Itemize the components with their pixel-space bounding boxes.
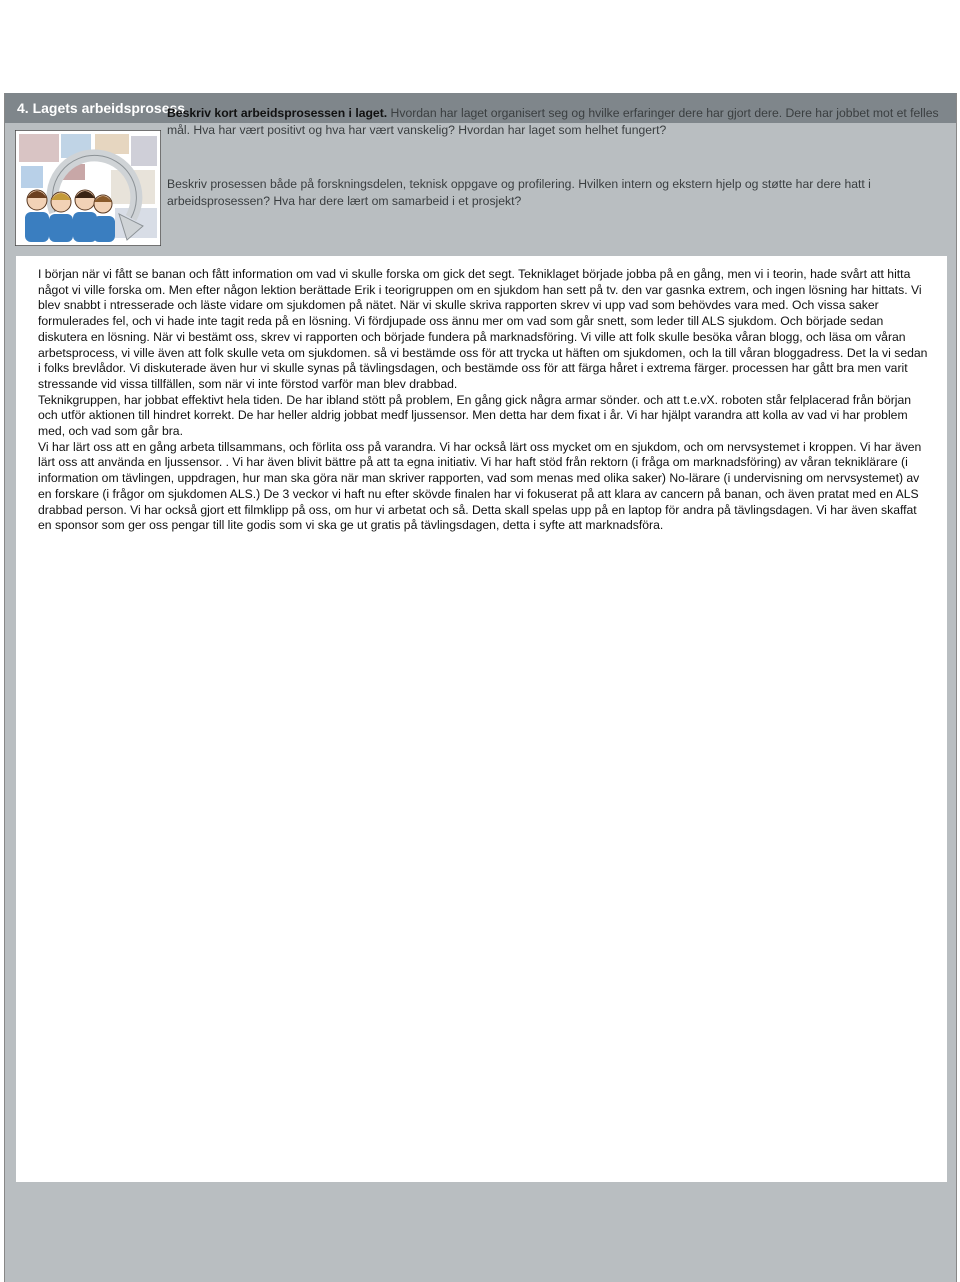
section-panel	[4, 93, 957, 1282]
prompt-text-1: Hvordan har laget organisert seg og hvilke erfaringer dere har gjort dere. Dere har jobbet mot et felles mål. Hva har vært positivt og hva har vært vanskelig? Hvordan har laget som helhet fungert?	[167, 106, 939, 137]
answer-textarea[interactable]	[16, 256, 947, 1182]
answer-text: I början när vi fått se banan och fått information om vad vi skulle forska om gick det segt. Tekniklaget började jobba på en gång, men vi i teorin, hade svårt att hitta något vi ville forska om. Men efter någon lektion berättade Erik i teorigruppen om en sjukdom han sett på tv. den var gasnka extrem, och ingen lösning har hittats. Vi blev snabbt i ntresserade och läste vidare om sjukdomen på nätet. När vi skulle skriva rapporten skrev vi upp vad som behövdes vara med. Och vissa saker formulerades fel, och vi hade inte tagit reda på en lösning. Vi fördjupade oss ännu mer om vad som går snett, som leder till ALS sjukdom. Och började sedan diskutera en lösning. När vi bestämt oss, skrev vi rapporten och började fundera på marknadsföring. Vi ville att folk skulle besöka våran blogg, och läsa om våran arbetsprocess, vi ville även att folk skulle veta om sjukdomen. så vi bestämde oss för att trycka ut häften om sjukdomen, och la till våran bloggadress. Det la vi sedan i folks brevlådor. Vi diskuterade även hur vi skulle synas på tävlingsdagen, och bestämde oss för att färga håret i extrema färger. processen har gått bra men varit stressande vid vissa tillfällen, som när vi inte förstod varför man blev drabbad. Teknikgruppen, har jobbat effektivt hela tiden. De har ibland stött på problem, En gång gick några armar sönder. och att t.e.vX. roboten står felplacerad från början och utför aktionen till hindret korrekt. De har heller aldrig jobbat medf ljussensor. Men detta har dem fixat i år. Vi har hjälpt varandra att kolla av vad vi har problem med, och vad som går bra. Vi har lärt oss att en gång arbeta tillsammans, och förlita oss på varandra. Vi har också lärt oss mycket om en sjukdom, och om nervsystemet i kroppen. Vi har även lärt oss att använda en ljussensor. . Vi har även blivit bättre på att ta egna initiativ. Vi har haft stöd från rektorn (i fråga om marknadsföring) av våran tekniklärare (i information om tävlingen, uppdragen, hur man ska göra när man skriver rapporten, vad som menas med olika saker) No-lärare (i undervisning om nervsystemet) av en forskare (i frågor om sjukdomen ALS.) De 3 veckor vi haft nu efter skövde finalen har vi fokuserat på att klara av cancern på banan, och även pratat med en ALS drabbad person. Vi har också gjort ett filmklipp på oss, om hur vi arbetat och så. Detta skall spelas upp på en laptop för andra på tävlingsdagen. Vi har även skaffat en sponsor som ger oss pengar till lite godis som vi ska ge ut gratis på tävlingsdagen, detta i syfte att marknadsföra.	[38, 267, 928, 533]
prompt-bold-lead: Beskriv kort arbeidsprosessen i laget.	[167, 106, 388, 120]
prompt-paragraph-1	[167, 105, 947, 139]
team-illustration-image	[15, 130, 161, 246]
prompt-paragraph-2: Beskriv prosessen både på forskningsdelen, teknisk oppgave og profilering. Hvilken intern og ekstern hjelp og støtte har dere hatt i arbeidsprosessen? Hva har dere lært om samarbeid i et prosjekt?	[167, 177, 871, 208]
section-title: 4. Lagets arbeidsprosess	[5, 93, 956, 123]
